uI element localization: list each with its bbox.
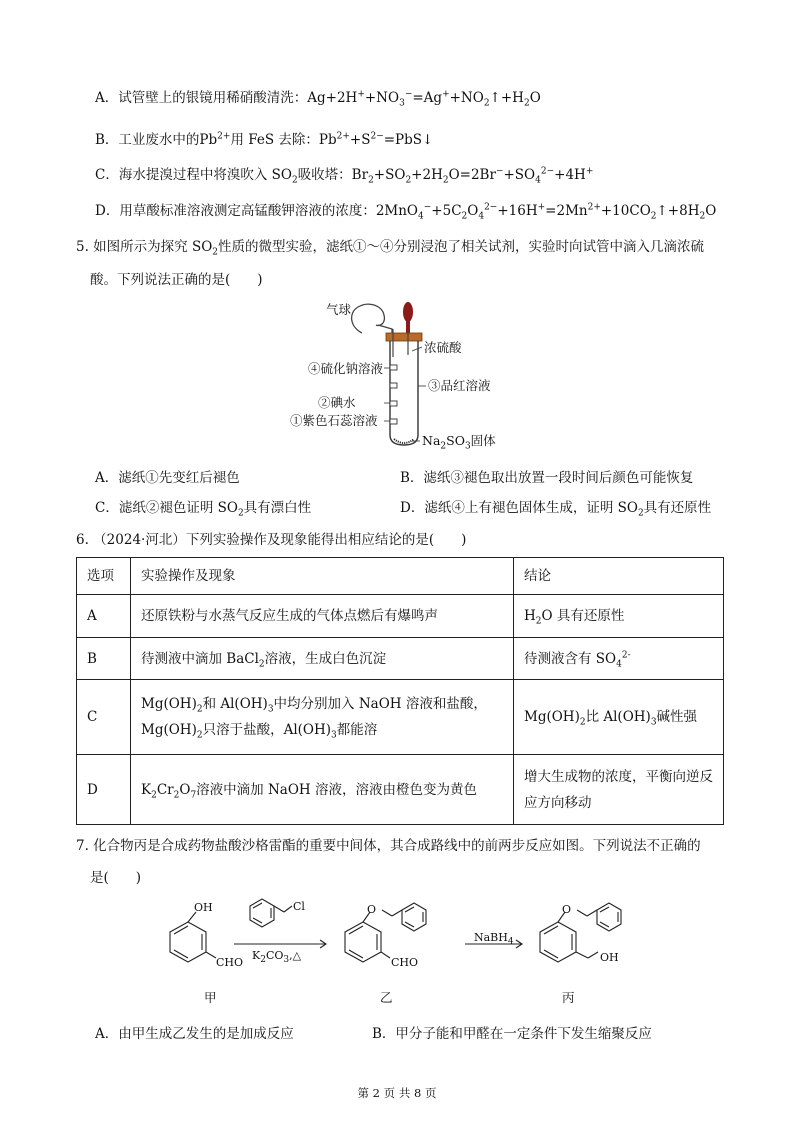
header-conclusion: 结论 bbox=[514, 558, 724, 595]
ether-o1: O bbox=[367, 903, 377, 916]
q5-stem-line2: 酸。下列说法正确的是( ) bbox=[90, 272, 263, 288]
q4-option-a: A．试管壁上的银镜用稀硝酸清洗：$Ag+2H^++NO_3^-=Ag^++NO_2↑+H_2O$ bbox=[95, 89, 541, 109]
q5-stem-line1: 5. 如图所示为探究 $SO_2$性质的微型实验，滤纸①～④分别浸泡了相关试剂，实验时向试管中滴入几滴浓硫 bbox=[76, 239, 705, 258]
table-header-row bbox=[77, 558, 724, 595]
q5-option-b: B．滤纸③褪色取出放置一段时间后颜色可能恢复 bbox=[400, 470, 694, 486]
paper1-label: ①紫色石蕊溶液 bbox=[290, 413, 378, 428]
page-footer: 第 2 页 共 8 页 bbox=[357, 1086, 437, 1100]
table-row: D $K_2Cr_2O_7$溶液中滴加 NaOH 溶液，溶液由橙色变为黄色 增大生成物的浓度，平衡向逆反 应方向移动 bbox=[77, 755, 724, 825]
cho2-label: CHO bbox=[391, 956, 419, 969]
q7-stem-line2: 是( ) bbox=[90, 870, 142, 886]
header-option: 选项 bbox=[77, 558, 131, 595]
q7-stem-line1: 7. 化合物丙是合成药物盐酸沙格雷酯的重要中间体，其合成路线中的前两步反应如图。下列说法不正确的 bbox=[76, 838, 701, 854]
cl-label: Cl bbox=[293, 900, 305, 913]
ether-o2: O bbox=[562, 903, 572, 916]
solid-label: $Na_2SO_3$固体 bbox=[422, 433, 496, 452]
nabh4-label: NaBH$_4$ bbox=[474, 931, 514, 948]
compound-bing: 丙 bbox=[562, 990, 575, 1005]
balloon-label: 气球 bbox=[326, 302, 352, 317]
q6-table bbox=[76, 557, 724, 825]
q6-stem: 6. （2024·河北）下列实验操作及现象能得出相应结论的是( ) bbox=[76, 532, 467, 548]
q7-option-a: A．由甲生成乙发生的是加成反应 bbox=[95, 1026, 294, 1042]
oh-label: OH bbox=[194, 901, 213, 914]
q5-option-a: A．滤纸①先变红后褪色 bbox=[95, 470, 240, 486]
acid-label: 浓硫酸 bbox=[424, 340, 462, 355]
q7-option-b: B．甲分子能和甲醛在一定条件下发生缩聚反应 bbox=[372, 1026, 652, 1042]
table-row: A 还原铁粉与水蒸气反应生成的气体点燃后有爆鸣声 $H_2O$ 具有还原性 bbox=[77, 595, 724, 638]
cho1-label: CHO bbox=[216, 956, 244, 969]
table-row: C $Mg(OH)_2$和 $Al(OH)_3$中均分别加入 NaOH 溶液和盐酸， $Mg(OH)_2$只溶于盐酸，$Al(OH)_3$都能溶 $Mg(OH)_2$比 $Al(OH)_3$碱性强 bbox=[77, 680, 724, 755]
q4-option-b: B．工业废水中的$Pb^{2+}$用 FeS 去除：$Pb^{2+}+S^{2-}=PbS↓$ bbox=[95, 131, 434, 148]
oh2-label: OH bbox=[600, 951, 619, 964]
q5-option-c: C．滤纸②褪色证明 $SO_2$具有漂白性 bbox=[95, 500, 312, 519]
condition1: $K_2CO_3,\triangle$ bbox=[252, 949, 302, 966]
reaction-scheme bbox=[130, 892, 690, 992]
paper3-label: ③品红溶液 bbox=[428, 378, 491, 393]
q5-option-d: D．滤纸④上有褪色固体生成，证明 $SO_2$具有还原性 bbox=[400, 500, 712, 519]
paper4-label: ④硫化钠溶液 bbox=[308, 361, 384, 376]
paper2-label: ②碘水 bbox=[318, 395, 356, 410]
compound-jia: 甲 bbox=[204, 990, 217, 1005]
header-operation: 实验操作及现象 bbox=[131, 558, 514, 595]
compound-yi: 乙 bbox=[380, 990, 393, 1005]
table-row: B 待测液中滴加 BaCl$_2$溶液，生成白色沉淀 待测液含有 $SO_4^{2-}$ bbox=[77, 638, 724, 680]
q4-option-d: D．用草酸标准溶液测定高锰酸钾溶液的浓度：$2MnO_4^-+5C_2O_4^{2-}+16H^+=2Mn^{2+}+10CO_2↑+8H_2O$ bbox=[95, 202, 717, 222]
q4-option-c: C．海水提溴过程中将溴吹入 $SO_2$吸收塔：$Br_2+SO_2+2H_2O=2Br^-+SO_4^{2-}+4H^+$ bbox=[95, 166, 594, 186]
